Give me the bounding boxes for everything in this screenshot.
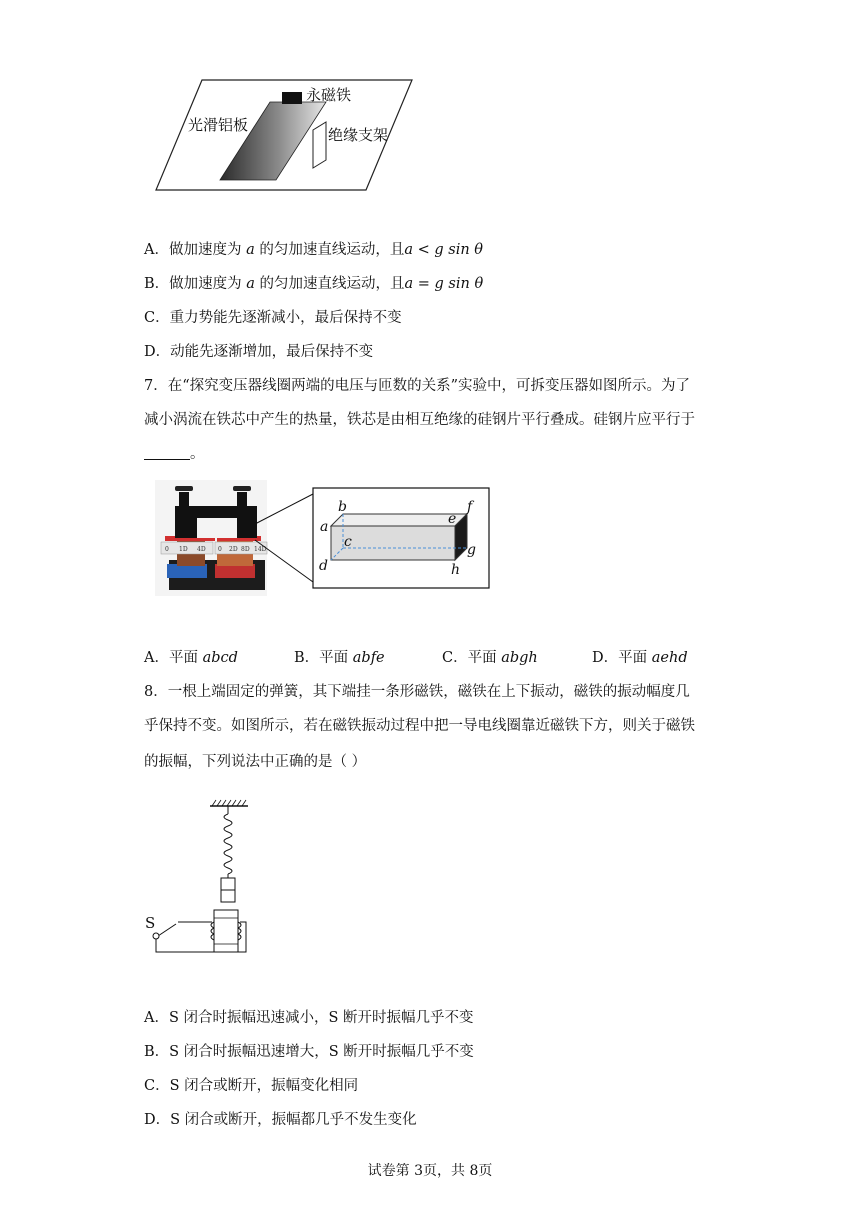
svg-text:d: d xyxy=(319,558,328,574)
q6-option-b: B．做加速度为 a 的匀加速直线运动，且a = g sin θ xyxy=(144,276,484,292)
svg-text:a: a xyxy=(320,519,329,535)
svg-text:b: b xyxy=(338,499,347,515)
svg-text:0: 0 xyxy=(218,546,222,553)
switch-pivot xyxy=(153,933,159,939)
page-footer: 试卷第 3页，共 8页 xyxy=(367,1163,493,1179)
svg-text:f: f xyxy=(467,499,473,515)
q7-stem-line3: 。 xyxy=(144,444,205,464)
q8-stem-line3: 的振幅，下列说法中正确的是（ ） xyxy=(144,754,367,770)
q7-stem-line2: 减小涡流在铁芯中产生的热量，铁芯是由相互绝缘的硅钢片平行叠成。硅钢片应平行于 xyxy=(144,412,695,428)
svg-text:e: e xyxy=(448,511,457,527)
svg-text:c: c xyxy=(344,534,352,550)
q8-option-d: D．S 闭合或断开，振幅都几乎不发生变化 xyxy=(144,1112,417,1128)
figure-transformer xyxy=(155,478,495,598)
q7-option-a: A．平面 abcd xyxy=(144,650,238,666)
label-stand: 绝缘支架 xyxy=(328,126,389,144)
answer-blank xyxy=(144,445,190,460)
svg-text:h: h xyxy=(451,562,461,578)
aluminum-plate xyxy=(220,102,326,180)
q8-option-a: A．S 闭合时振幅迅速减小，S 断开时振幅几乎不变 xyxy=(144,1010,474,1026)
coil-core xyxy=(214,910,238,952)
svg-text:1D: 1D xyxy=(179,546,188,553)
label-plate: 光滑铝板 xyxy=(188,116,249,134)
q7-option-c: C．平面 abgh xyxy=(442,650,538,666)
permanent-magnet xyxy=(282,92,302,104)
q6-option-a: A．做加速度为 a 的匀加速直线运动，且a < g sin θ xyxy=(144,242,484,258)
bar-magnet xyxy=(221,878,235,890)
q8-stem-line1: 8．一根上端固定的弹簧，其下端挂一条形磁铁，磁铁在上下振动，磁铁的振动幅度几 xyxy=(144,684,690,700)
svg-text:8D: 8D xyxy=(241,546,250,553)
svg-text:2D: 2D xyxy=(229,546,238,553)
svg-text:0: 0 xyxy=(165,546,169,553)
q8-option-b: B．S 闭合时振幅迅速增大，S 断开时振幅几乎不变 xyxy=(144,1044,474,1060)
svg-text:14D: 14D xyxy=(254,546,267,553)
figure-aluminum-plate xyxy=(150,72,420,197)
q7-stem-line1: 7．在“探究变压器线圈两端的电压与匝数的关系”实验中，可拆变压器如图所示。为了 xyxy=(144,378,691,394)
q8-option-c: C．S 闭合或断开，振幅变化相同 xyxy=(144,1078,359,1094)
switch-label: S xyxy=(145,914,156,932)
insulating-stand xyxy=(313,122,326,168)
q6-option-d: D．动能先逐渐增加，最后保持不变 xyxy=(144,344,374,360)
svg-text:4D: 4D xyxy=(197,546,206,553)
q6-option-c: C．重力势能先逐渐减小，最后保持不变 xyxy=(144,310,402,326)
core-top-face xyxy=(331,514,467,526)
switch-blade xyxy=(158,924,176,936)
spring xyxy=(224,814,232,874)
q7-option-d: D．平面 aehd xyxy=(592,650,688,666)
q7-option-b: B．平面 abfe xyxy=(294,650,385,666)
figure-spring-coil xyxy=(140,792,270,962)
label-magnet: 永磁铁 xyxy=(306,86,352,104)
svg-text:g: g xyxy=(467,542,476,558)
q8-stem-line2: 乎保持不变。如图所示，若在磁铁振动过程中把一导电线圈靠近磁铁下方，则关于磁铁 xyxy=(144,718,695,734)
